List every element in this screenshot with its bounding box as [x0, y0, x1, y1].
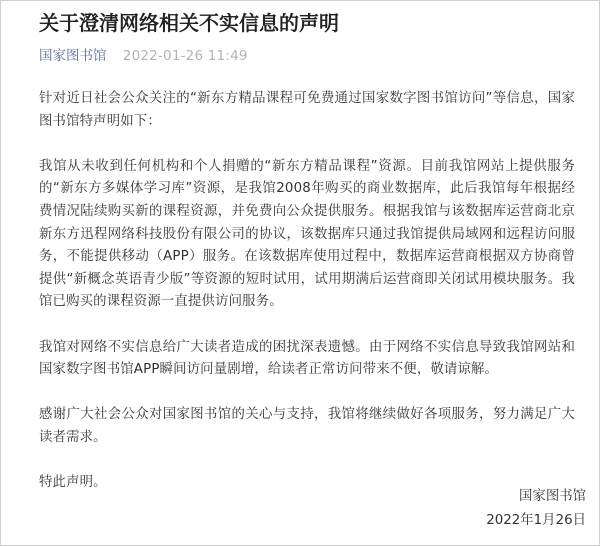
signature-organization: 国家图书馆 [519, 489, 586, 504]
paragraph-intro: 针对近日社会公众关注的“新东方精品课程可免费通过国家数字图书馆访问”等信息，国家图书馆特声明如下： [39, 91, 575, 129]
paragraph-apology: 我馆对网络不实信息给广大读者造成的困扰深表遗憾。由于网络不实信息导致我馆网站和国家数字图书馆APP瞬间访问量剧增，给读者正常访问带来不便，敬请谅解。 [39, 339, 575, 378]
paragraph-thanks: 感谢广大社会公众对国家图书馆的关心与支持，我馆将继续做好各项服务，努力满足广大读者需求。 [39, 407, 575, 445]
publish-datetime: 2022-01-26 11:49 [122, 48, 248, 64]
article-body [39, 88, 575, 495]
article-meta [39, 46, 248, 66]
paragraph-closing: 特此声明。 [39, 475, 107, 491]
paragraph-clarification: 我馆从未收到任何机构和个人捐赠的“新东方精品课程”资源。目前我馆网站上提供服务的“新东方多媒体学习库”资源，是我馆2008年购买的商业数据库，此后我馆每年根据经费情况陆续购买新的课程资源，并免费向公众提供服务。根据我馆与该数据库运营商北京新东方迅程网络科技股份有限公司的协议，该数据库只通过我馆提供局域网和远程访问服务，不能提供移动（APP）服务。在该数据库使用过程中，数据库运营商根据双方协商曾提供“新概念英语青少版”等资源的短时试用，试用期满后运营商即关闭试用模块服务。我馆已购买的课程资源一直提供访问服务。 [39, 158, 575, 310]
signature-date: 2022年1月26日 [486, 513, 586, 528]
author-link[interactable]: 国家图书馆 [39, 48, 107, 64]
article-title: 关于澄清网络相关不实信息的声明 [39, 11, 339, 35]
signature-block [486, 485, 586, 533]
